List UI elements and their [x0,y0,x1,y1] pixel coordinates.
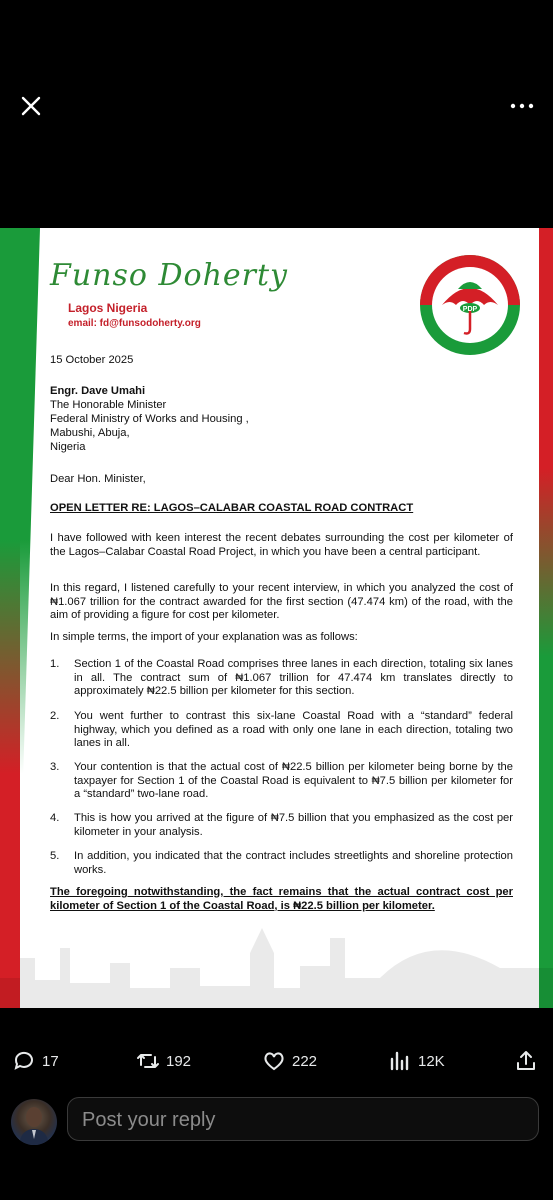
paragraph-2: In this regard, I listened carefully to your recent interview, in which you analyzed the cost of ₦1.067 trillion for the contract awarded for the first section (47.474 km) of the road, with the aim of providing a figure for cost per kilometer. [50,582,513,621]
author-location: Lagos Nigeria [68,301,148,315]
like-count: 222 [292,1052,318,1070]
letter-subject: OPEN LETTER RE: LAGOS–CALABAR COASTAL ROAD CONTRACT [50,502,414,514]
list-item-number: 3. [50,761,60,773]
repost-count: 192 [166,1052,192,1070]
list-item-text: This is how you arrived at the figure of ₦7.5 billion that you emphasized as the cost per kilometer in your analysis. [74,812,513,838]
heart-icon [262,1049,286,1073]
more-icon[interactable] [508,96,536,116]
reply-icon [12,1049,36,1073]
tweet-actions [0,1047,553,1077]
reply-input[interactable]: Post your reply [67,1097,539,1141]
reply-button[interactable] [12,1047,59,1075]
paragraph-1: I have followed with keen interest the recent debates surrounding the cost per kilometer of the Lagos–Calabar Coastal Road Project, in which you have been a central participant. [50,532,513,558]
views-icon [388,1049,412,1073]
like-button[interactable] [262,1047,317,1075]
share-button[interactable] [514,1047,538,1075]
list-item-number: 5. [50,850,60,862]
list-item-text: Your contention is that the actual cost of ₦22.5 billion per kilometer being borne by the taxpayer for Section 1 of the Coastal Road is equivalent to ₦7.5 billion per kilometer for a “standard” two-lane road. [74,761,513,800]
view-count: 12K [418,1052,445,1070]
avatar-portrait [11,1099,57,1145]
list-item-text: You went further to contrast this six-lane Coastal Road with a “standard” federal highway, which you defined as a road with only one lane in each direction, totaling two lanes in all. [74,710,513,749]
list-item-number: 4. [50,812,60,824]
conclusion: The foregoing notwithstanding, the fact remains that the actual contract cost per kilometer of Section 1 of the Coastal Road, is ₦22.5 billion per kilometer. [50,886,513,912]
views-button[interactable] [388,1047,445,1075]
recipient-line-3: Mabushi, Abuja, [50,427,130,439]
reply-count: 17 [42,1052,59,1070]
close-icon[interactable] [18,93,44,119]
avatar[interactable] [11,1099,57,1145]
recipient-name: Engr. Dave Umahi [50,385,146,397]
list-item-number: 1. [50,658,60,670]
svg-text:PDP: PDP [462,306,478,313]
pdp-logo [418,253,522,357]
left-green-stripe [0,228,40,1008]
paragraph-3: In simple terms, the import of your explanation was as follows: [50,631,358,643]
repost-button[interactable] [136,1047,191,1075]
recipient-line-4: Nigeria [50,441,86,453]
list-item-text: Section 1 of the Coastal Road comprises three lanes in each direction, totaling six lanes in all. The contract sum of ₦1.067 trillion for 47.474 km translates directly to approximately ₦22.5 billion per kilometer for this section. [74,658,513,697]
author-email: email: fd@funsodoherty.org [68,318,201,329]
reply-bar [0,1095,553,1145]
list-item-text: In addition, you indicated that the contract includes streetlights and shoreline protection works. [74,850,513,876]
list-item-number: 2. [50,710,60,722]
repost-icon [136,1049,160,1073]
letter-image [0,228,553,1008]
recipient-line-1: The Honorable Minister [50,399,167,411]
salutation: Dear Hon. Minister, [50,473,146,485]
letter-date: 15 October 2025 [50,354,134,366]
author-signature: Funso Doherty [50,258,288,293]
recipient-line-2: Federal Ministry of Works and Housing , [50,413,249,425]
skyline-watermark [0,908,553,1008]
share-icon [514,1049,538,1073]
